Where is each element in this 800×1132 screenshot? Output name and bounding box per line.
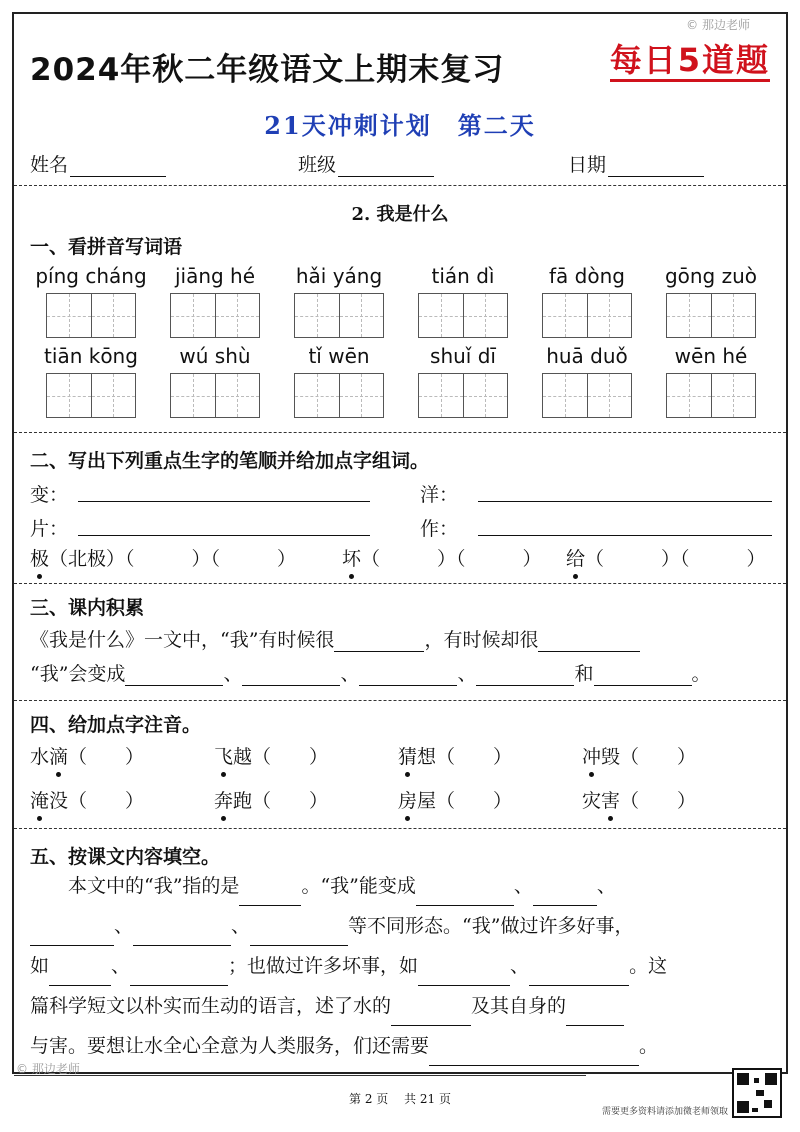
writing-grid[interactable] (46, 293, 136, 338)
class-field[interactable] (298, 150, 434, 177)
pinyin-label: wēn hé (674, 344, 748, 368)
section2-heading: 二、写出下列重点生字的笔顺并给加点字组词。 (30, 450, 430, 472)
grid-cell[interactable] (419, 374, 464, 417)
grid-cell[interactable] (216, 294, 260, 337)
blank[interactable] (130, 966, 228, 986)
s3-sep: 、 (457, 663, 477, 685)
section3-heading: 三、课内积累 (30, 597, 145, 619)
date-line[interactable] (608, 155, 704, 177)
name-label: 姓名 (30, 154, 69, 176)
qr-code-icon[interactable] (732, 1068, 782, 1118)
answer-paren[interactable]: （ ） (436, 746, 513, 768)
grid-cell[interactable] (92, 374, 136, 417)
s3-sep: 、 (223, 663, 243, 685)
s5-text: 本文中的“我”指的是 (68, 875, 240, 897)
char: 越 (233, 746, 253, 768)
char: 跑 (233, 790, 253, 812)
grid-cell[interactable] (543, 374, 588, 417)
word-group-huai[interactable] (342, 544, 542, 571)
dotted-char: 害 (601, 786, 620, 813)
pinyin-label: tián dì (431, 264, 495, 288)
blank[interactable] (533, 886, 597, 906)
blank[interactable] (538, 632, 640, 652)
answer-paren[interactable]: （ ） (252, 746, 329, 768)
s5-text: ；也做过许多坏事，如 (228, 955, 419, 977)
pinyin-item[interactable] (398, 786, 512, 813)
pinyin-item[interactable] (30, 742, 144, 769)
section3-line2 (30, 659, 711, 686)
section3-line1 (30, 625, 640, 652)
dotted-char: 飞 (214, 742, 233, 769)
pinyin-label: shuǐ dī (430, 344, 496, 368)
daily-badge: 每日5道题 (610, 42, 770, 82)
char: 屋 (417, 790, 437, 812)
grid-cell[interactable] (712, 294, 756, 337)
footer-rule (14, 1075, 586, 1076)
s5-line3: 如 、 ；也做过许多坏事，如 、 。这 (30, 946, 778, 986)
pinyin-item[interactable] (582, 786, 696, 813)
dotted-char: 坏 (342, 544, 361, 571)
pian-stroke-line[interactable] (78, 514, 370, 536)
answer-paren[interactable]: （ ） (252, 790, 329, 812)
s3-text: 《我是什么》一文中，“我”有时候很 (30, 629, 335, 651)
s3-end: 。 (691, 663, 711, 685)
s5-line5 (30, 1026, 778, 1066)
writing-grid[interactable] (170, 373, 260, 418)
answer-paren[interactable]: （ ） (68, 746, 145, 768)
char: 毁 (601, 746, 621, 768)
writing-grid[interactable] (666, 293, 756, 338)
writing-grid[interactable] (418, 293, 508, 338)
pinyin-label: gōng zuò (664, 264, 758, 288)
dotted-char: 冲 (582, 742, 601, 769)
grid-cell[interactable] (92, 294, 136, 337)
name-field[interactable] (30, 150, 166, 177)
page-subtitle: 21天冲刺计划 第二天 (264, 111, 536, 140)
writing-grid[interactable] (170, 293, 260, 338)
pinyin-label: huā duǒ (546, 344, 628, 368)
char: 没 (49, 790, 69, 812)
pinyin-label: jiāng hé (174, 264, 256, 288)
s5-text: 与害。要想让水全心全意为人类服务，们还需要 (30, 1035, 430, 1057)
class-label: 班级 (298, 154, 337, 176)
blank[interactable] (429, 1046, 639, 1066)
char-zuo-label: 作： (420, 518, 459, 540)
section4-heading: 四、给加点字注音。 (30, 714, 202, 736)
pinyin-item[interactable] (398, 742, 512, 769)
pinyin-item[interactable] (30, 786, 144, 813)
grid-cell[interactable] (340, 374, 384, 417)
blank[interactable] (566, 1006, 624, 1026)
writing-grid[interactable] (294, 373, 384, 418)
pinyin-item[interactable] (582, 742, 696, 769)
s5-line1: 本文中的“我”指的是 。“我”能变成 、 、 (30, 866, 778, 906)
writing-grid[interactable] (418, 373, 508, 418)
pinyin-label: tiān kōng (44, 344, 138, 368)
writing-grid[interactable] (542, 293, 632, 338)
grid-cell[interactable] (667, 374, 712, 417)
divider (14, 432, 786, 433)
grid-cell[interactable] (47, 374, 92, 417)
dotted-char: 房 (398, 786, 417, 813)
s5-text: 。 (639, 1035, 659, 1057)
grid-cell[interactable] (712, 374, 756, 417)
grid-cell[interactable] (419, 294, 464, 337)
answer-paren[interactable]: （ ） (620, 746, 697, 768)
divider (14, 700, 786, 701)
word-group-gei[interactable] (566, 544, 766, 571)
grid-cell[interactable] (47, 294, 92, 337)
pinyin-label: píng cháng (35, 264, 147, 288)
s5-text: 。“我”能变成 (301, 875, 416, 897)
lesson-title: 2. 我是什么 (351, 204, 449, 225)
answer-paren[interactable]: （ ） (436, 790, 513, 812)
divider (14, 828, 786, 829)
blank[interactable] (594, 666, 692, 686)
word-group-ji-blanks: （北极）（ ）（ ） (49, 548, 297, 570)
char: 想 (417, 746, 437, 768)
watermark-top: © 那边老师 (686, 18, 750, 32)
blank[interactable] (359, 666, 457, 686)
divider (14, 185, 786, 186)
pinyin-label: fā dòng (549, 264, 625, 288)
grid-cell[interactable] (464, 374, 508, 417)
pinyin-item[interactable] (214, 786, 328, 813)
s3-text: ，有时候却很 (424, 629, 539, 651)
grid-cell[interactable] (464, 294, 508, 337)
blank[interactable] (418, 966, 510, 986)
blank[interactable] (250, 926, 348, 946)
writing-grid[interactable] (542, 373, 632, 418)
section1-heading: 一、看拼音写词语 (30, 236, 183, 258)
grid-cell[interactable] (295, 294, 340, 337)
blank[interactable] (242, 666, 340, 686)
blank[interactable] (529, 966, 629, 986)
bian-stroke-line[interactable] (78, 480, 370, 502)
s5-text: 等不同形态。“我”做过许多好事， (348, 915, 634, 937)
dotted-char: 极 (30, 544, 49, 571)
dotted-char: 淹 (30, 786, 49, 813)
watermark-bottom: © 那边老师 (16, 1062, 80, 1076)
char-yang-label: 洋： (420, 484, 459, 506)
char-bian-label: 变： (30, 484, 69, 506)
word-group-gei-blanks: （ ）（ ） (585, 548, 766, 570)
divider (14, 583, 786, 584)
word-group-ji[interactable] (30, 544, 296, 571)
s5-line4 (30, 986, 778, 1026)
pinyin-label: hǎi yáng (295, 264, 383, 288)
date-field[interactable] (568, 150, 704, 177)
section5-paragraph (30, 866, 778, 1066)
grid-cell[interactable] (171, 294, 216, 337)
grid-cell[interactable] (588, 374, 632, 417)
class-line[interactable] (338, 155, 434, 177)
writing-grid[interactable] (294, 293, 384, 338)
zuo-stroke-line[interactable] (478, 514, 772, 536)
pinyin-item[interactable] (214, 742, 328, 769)
grid-cell[interactable] (588, 294, 632, 337)
page-number: 第 2 页 共 21 页 (349, 1092, 451, 1106)
blank[interactable] (416, 886, 514, 906)
name-line[interactable] (70, 155, 166, 177)
s5-text: 及其自身的 (471, 995, 567, 1017)
blank[interactable] (476, 666, 574, 686)
s3-text: “我”会变成 (30, 663, 126, 685)
char-pian-label: 片： (30, 518, 69, 540)
section5-heading: 五、按课文内容填空。 (30, 846, 221, 868)
yang-stroke-line[interactable] (478, 480, 772, 502)
grid-cell[interactable] (295, 374, 340, 417)
qr-caption: 需要更多资料请添加微老师领取 (601, 1107, 728, 1117)
s5-line2: 、 、 等不同形态。“我”做过许多好事， (30, 906, 778, 946)
grid-cell[interactable] (667, 294, 712, 337)
writing-grid[interactable] (46, 373, 136, 418)
grid-cell[interactable] (543, 294, 588, 337)
grid-cell[interactable] (171, 374, 216, 417)
s3-and: 和 (574, 663, 594, 685)
dotted-char: 奔 (214, 786, 233, 813)
blank[interactable] (334, 632, 424, 652)
dotted-char: 滴 (49, 742, 68, 769)
blank[interactable] (239, 886, 301, 906)
grid-cell[interactable] (216, 374, 260, 417)
page-title: 2024年秋二年级语文上期末复习 (30, 52, 505, 88)
pinyin-label: wú shù (179, 344, 251, 368)
s5-text: 如 (30, 955, 50, 977)
answer-paren[interactable]: （ ） (68, 790, 145, 812)
char: 水 (30, 746, 50, 768)
dotted-char: 猜 (398, 742, 417, 769)
writing-grid[interactable] (666, 373, 756, 418)
grid-cell[interactable] (340, 294, 384, 337)
dotted-char: 给 (566, 544, 585, 571)
char: 灾 (582, 790, 602, 812)
blank[interactable] (391, 1006, 471, 1026)
s5-text: 篇科学短文以朴实而生动的语言，述了水的 (30, 995, 392, 1017)
answer-paren[interactable]: （ ） (620, 790, 697, 812)
s5-text: 。这 (629, 955, 668, 977)
blank[interactable] (30, 926, 114, 946)
blank[interactable] (125, 666, 223, 686)
blank[interactable] (49, 966, 111, 986)
word-group-huai-blanks: （ ）（ ） (361, 548, 542, 570)
s3-sep: 、 (340, 663, 360, 685)
blank[interactable] (133, 926, 231, 946)
date-label: 日期 (568, 154, 607, 176)
pinyin-label: tǐ wēn (308, 344, 370, 368)
